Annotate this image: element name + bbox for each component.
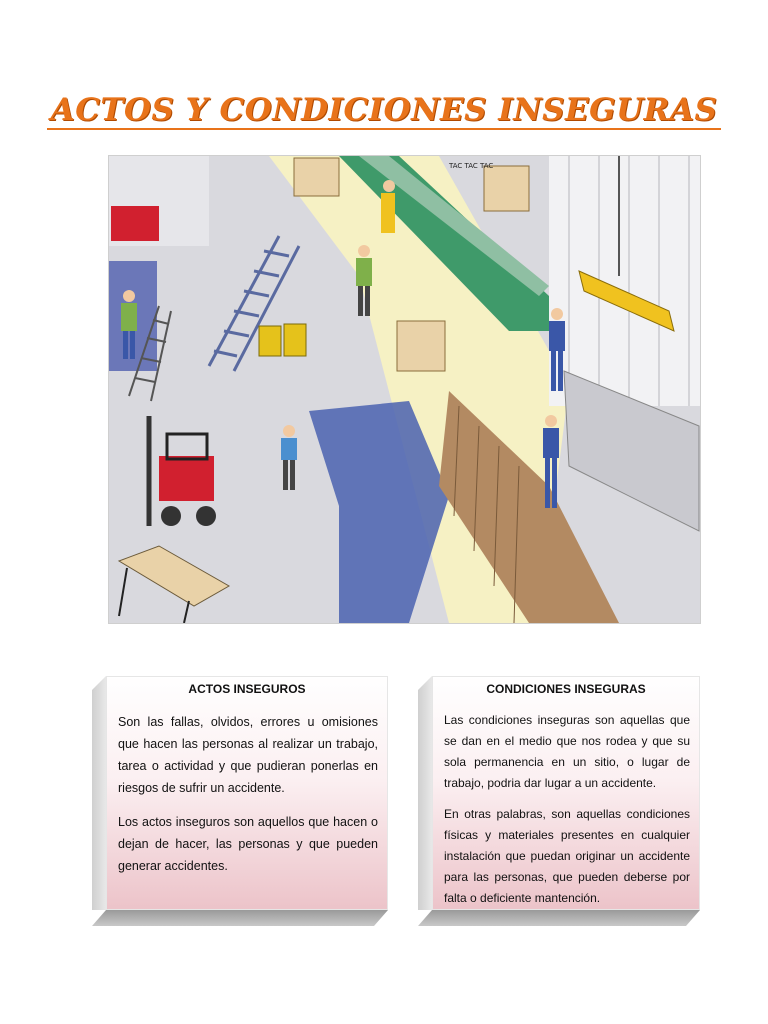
box-paragraph: Los actos inseguros son aquellos que hacen o dejan de hacer, las personas y que pueden generar accidentes.: [118, 815, 378, 873]
box-heading: CONDICIONES INSEGURAS: [486, 682, 646, 696]
factory-scene-image: [108, 155, 701, 624]
box-side-bevel: [92, 676, 106, 910]
box-heading: ACTOS INSEGUROS: [188, 682, 306, 696]
box-body: [118, 711, 378, 889]
red-cart: [111, 206, 159, 241]
box-paragraph: Son las fallas, olvidos, errores u omisiones que hacen las personas al realizar un trabajo, tarea o actividad y que pudieran ponerlas en riesgos de sufrir un accidente.: [118, 715, 378, 795]
box-side-bevel: [418, 676, 432, 910]
yellow-barrel: [259, 326, 281, 356]
box-paragraph: Las condiciones inseguras son aquellas que se dan en el medio que nos rodea y que su sola permanencia en un sitio, o lugar de trabajo, podria dar lugar a un accidente.: [444, 713, 690, 790]
page-title: [0, 92, 768, 128]
page-title-text: ACTOS Y CONDICIONES INSEGURAS: [47, 92, 722, 130]
right-wall: [549, 156, 700, 406]
box-stack: [484, 166, 529, 211]
sign-text: TAC TAC TAC: [449, 162, 494, 170]
box-stack: [397, 321, 445, 371]
condiciones-inseguras-box: [418, 676, 700, 926]
box-body: [444, 710, 690, 919]
yellow-barrel: [284, 324, 306, 356]
factory-scene-drawing: [109, 156, 700, 623]
actos-inseguros-box: [92, 676, 388, 926]
box-bottom-bevel: [92, 910, 388, 926]
box-stack: [294, 158, 339, 196]
box-paragraph: En otras palabras, son aquellas condiciones físicas y materiales presentes en cualquier instalación que puedan originar un accidente para las personas, que pueden deberse por falta o deficiente mantención.: [444, 807, 690, 905]
